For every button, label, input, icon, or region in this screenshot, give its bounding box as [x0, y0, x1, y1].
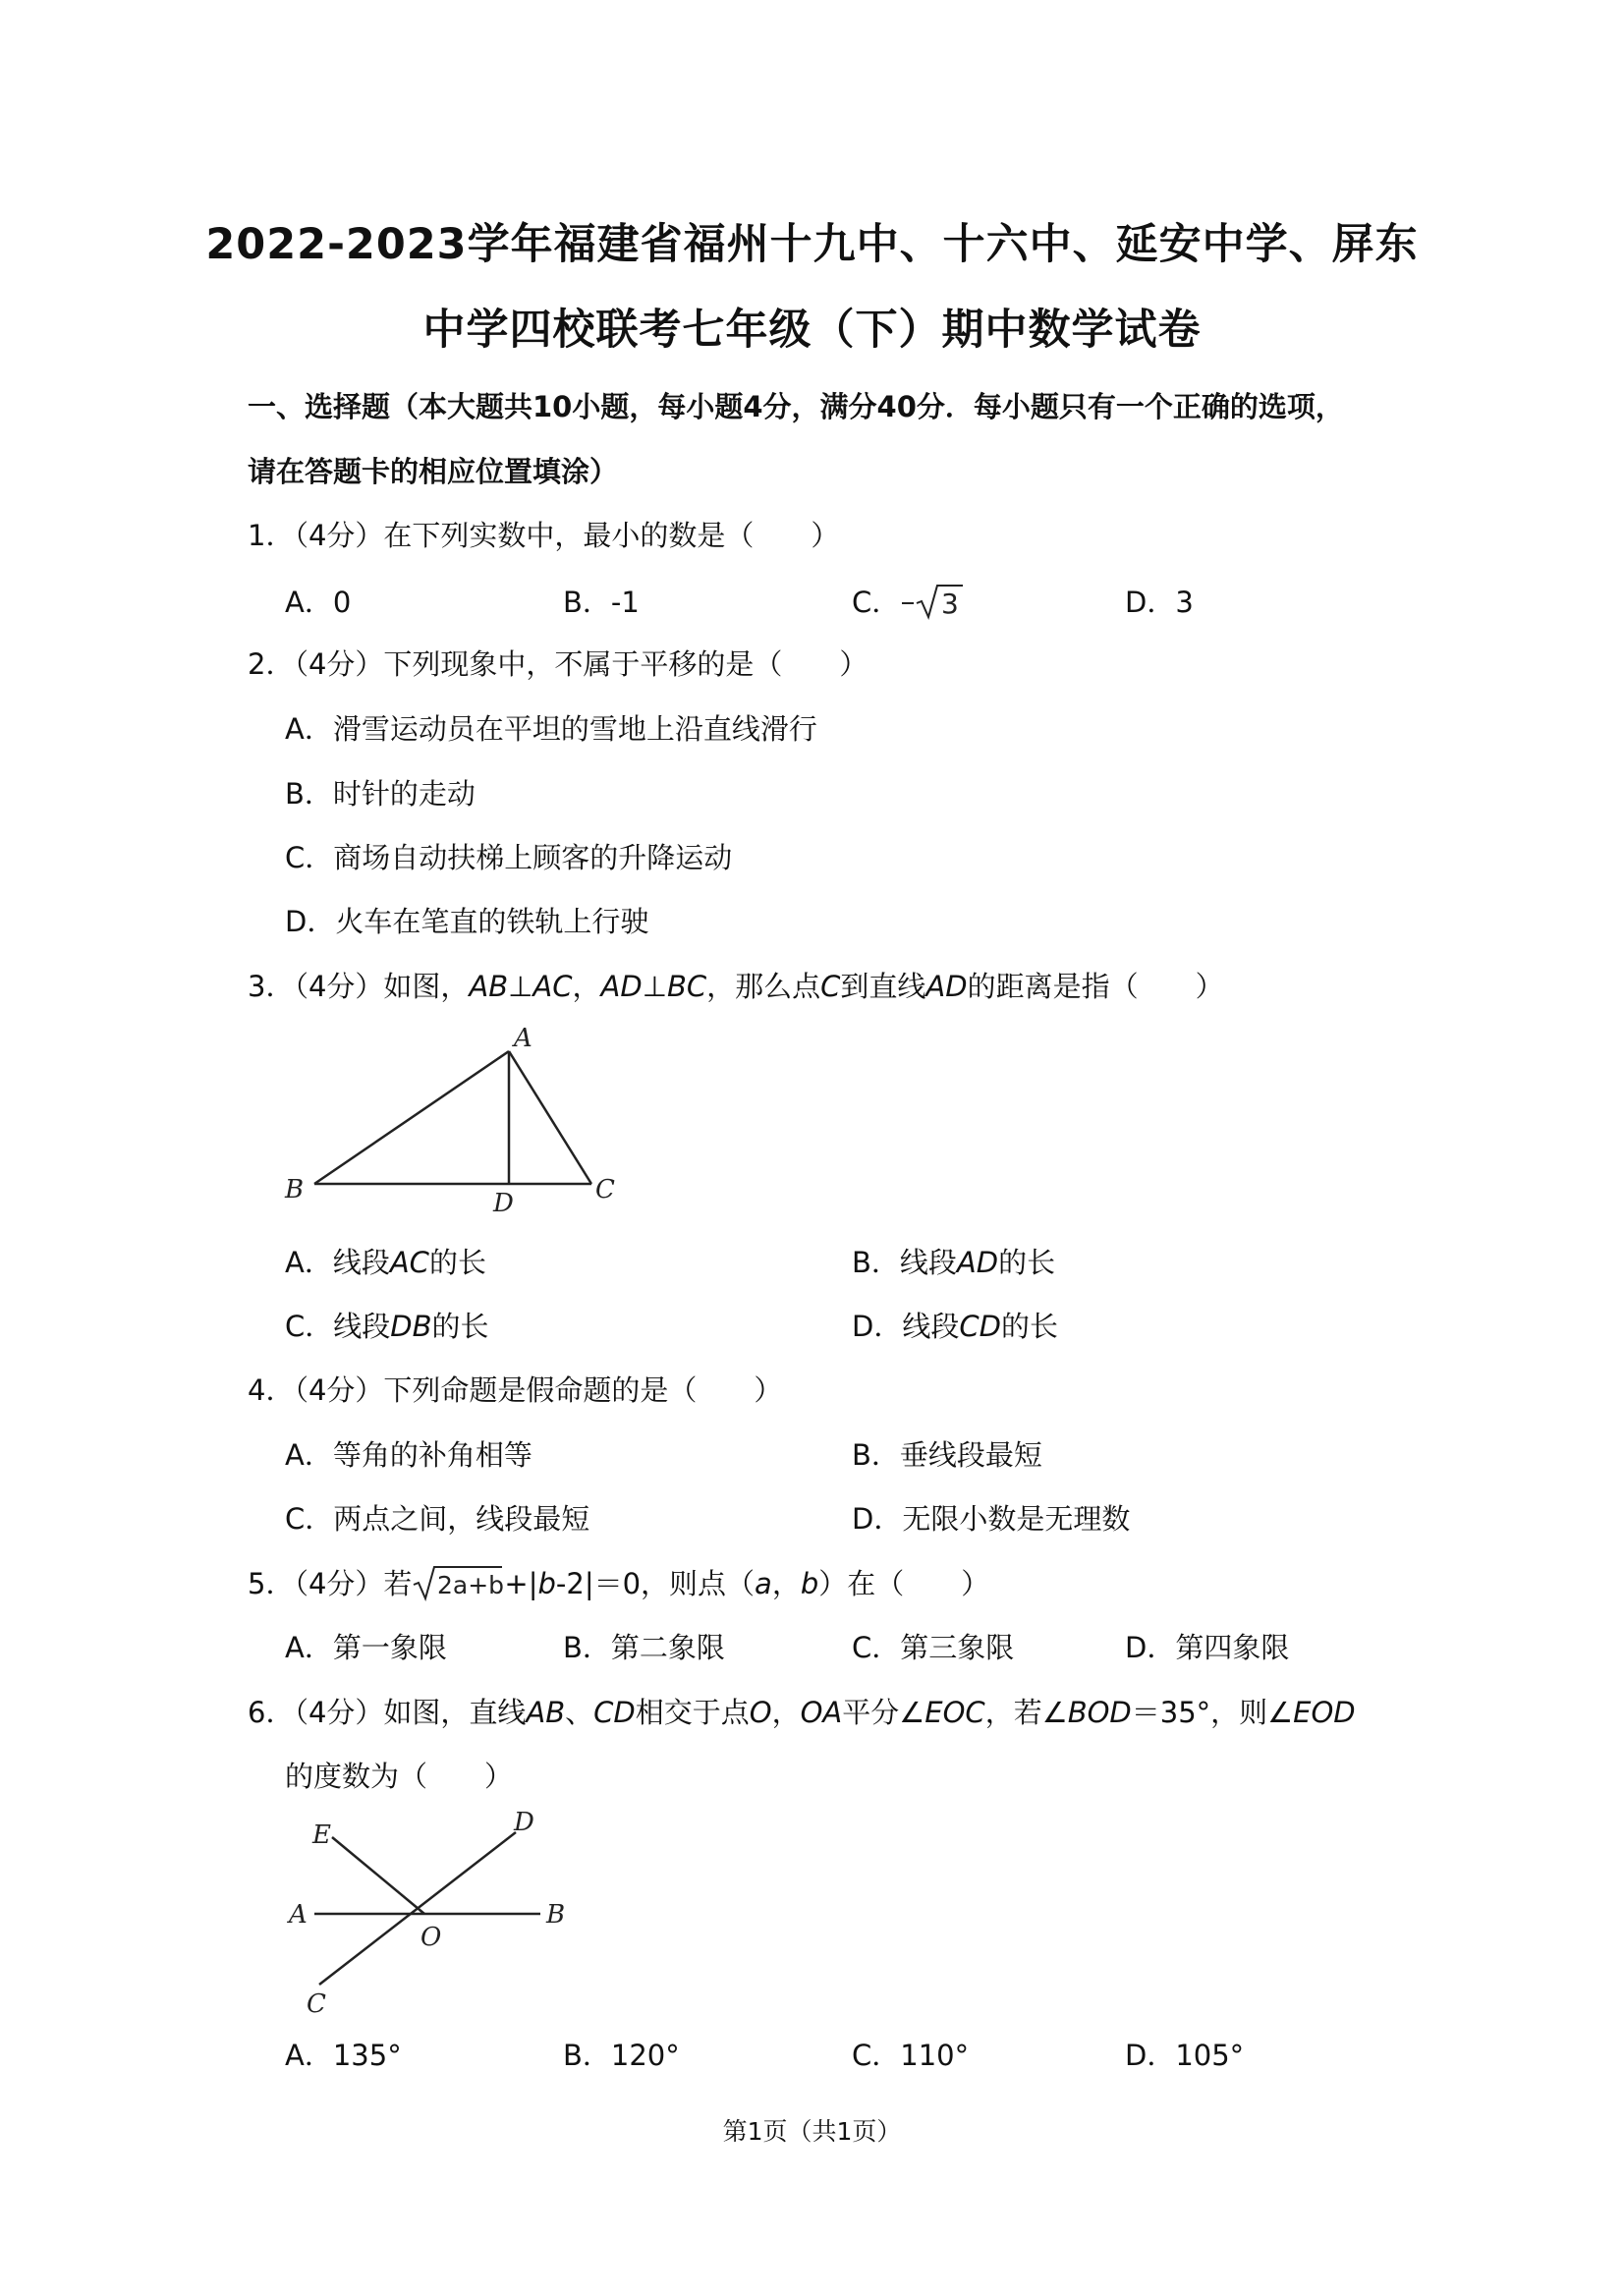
q1-option-b: B．-1: [563, 586, 640, 619]
q6-option-a: A．135°: [285, 2039, 402, 2072]
sqrt-2a-plus-b-expression: [412, 1563, 504, 1609]
question-6-stem-line2: 的度数为（ ）: [285, 1760, 514, 1793]
radicand-2a-plus-b: 2a+b: [437, 1570, 505, 1599]
q5-option-d: D．第四象限: [1125, 1631, 1290, 1664]
q2-option-c: C．商场自动扶梯上顾客的升降运动: [285, 841, 733, 874]
section-header-line1: 一、选择题（本大题共10小题，每小题4分，满分40分．每小题只有一个正确的选项，: [248, 390, 1344, 423]
q5-option-a: A．第一象限: [285, 1631, 447, 1664]
label-a: A: [514, 1024, 532, 1053]
q3-option-d: D．线段CD的长: [852, 1310, 1058, 1343]
question-6-stem: 6．（4分）如图，直线AB、CD相交于点O，OA平分∠EOC，若∠BOD＝35°，则∠EOD: [248, 1696, 1356, 1729]
q1-option-a: A．0: [285, 586, 352, 619]
q3-option-c: C．线段DB的长: [285, 1310, 489, 1343]
q4-option-d: D．无限小数是无理数: [852, 1502, 1131, 1536]
label-a: A: [289, 1900, 308, 1930]
q6-option-c: C．110°: [852, 2039, 970, 2072]
label-c: C: [595, 1175, 615, 1204]
question-1-stem: 1．（4分）在下列实数中，最小的数是（ ）: [248, 519, 840, 552]
triangle-figure: [275, 1017, 629, 1228]
q4-option-a: A．等角的补角相等: [285, 1438, 532, 1472]
q5-option-b: B．第二象限: [563, 1631, 725, 1664]
q4-option-c: C．两点之间，线段最短: [285, 1502, 590, 1536]
q4-option-b: B．垂线段最短: [852, 1438, 1042, 1472]
section-header-line2: 请在答题卡的相应位置填涂）: [248, 455, 619, 488]
exam-title-line1: 2022-2023学年福建省福州十九中、十六中、延安中学、屏东: [205, 220, 1419, 269]
label-e: E: [312, 1820, 331, 1850]
label-b: B: [285, 1175, 305, 1204]
question-4-stem: 4．（4分）下列命题是假命题的是（ ）: [248, 1373, 783, 1407]
question-3-stem: 3．（4分）如图，AB⊥AC，AD⊥BC，那么点C到直线AD的距离是指（ ）: [248, 970, 1224, 1003]
label-d: D: [493, 1189, 514, 1218]
q6-option-b: B．120°: [563, 2039, 680, 2072]
q1-option-d: D．3: [1125, 586, 1194, 619]
q2-option-b: B．时针的走动: [285, 777, 476, 811]
q6-option-d: D．105°: [1125, 2039, 1245, 2072]
exam-title-line2: 中学四校联考七年级（下）期中数学试卷: [422, 306, 1202, 355]
neg-sqrt3-expression: [900, 582, 967, 628]
label-b: B: [546, 1900, 566, 1930]
question-2-stem: 2．（4分）下列现象中，不属于平移的是（ ）: [248, 647, 868, 681]
q2-option-d: D．火车在笔直的铁轨上行驶: [285, 905, 649, 938]
q1-option-c: C． 3: [852, 581, 967, 628]
q5-option-c: C．第三象限: [852, 1631, 1015, 1664]
sqrt3-radicand: 3: [941, 587, 960, 620]
q3-option-a: A．线段AC的长: [285, 1246, 486, 1279]
q3-option-b: B．线段AD的长: [852, 1246, 1056, 1279]
question-5-stem: 5．（4分）若 2a+b +|b-2|＝0，则点（a，b）在（ ）: [248, 1562, 989, 1609]
page-footer: 第1页（共1页）: [722, 2117, 902, 2146]
label-o: O: [420, 1923, 442, 1952]
label-d: D: [514, 1808, 534, 1837]
intersecting-lines-figure: [275, 1798, 589, 2024]
label-c: C: [307, 1989, 326, 2019]
q2-option-a: A．滑雪运动员在平坦的雪地上沿直线滑行: [285, 712, 817, 746]
